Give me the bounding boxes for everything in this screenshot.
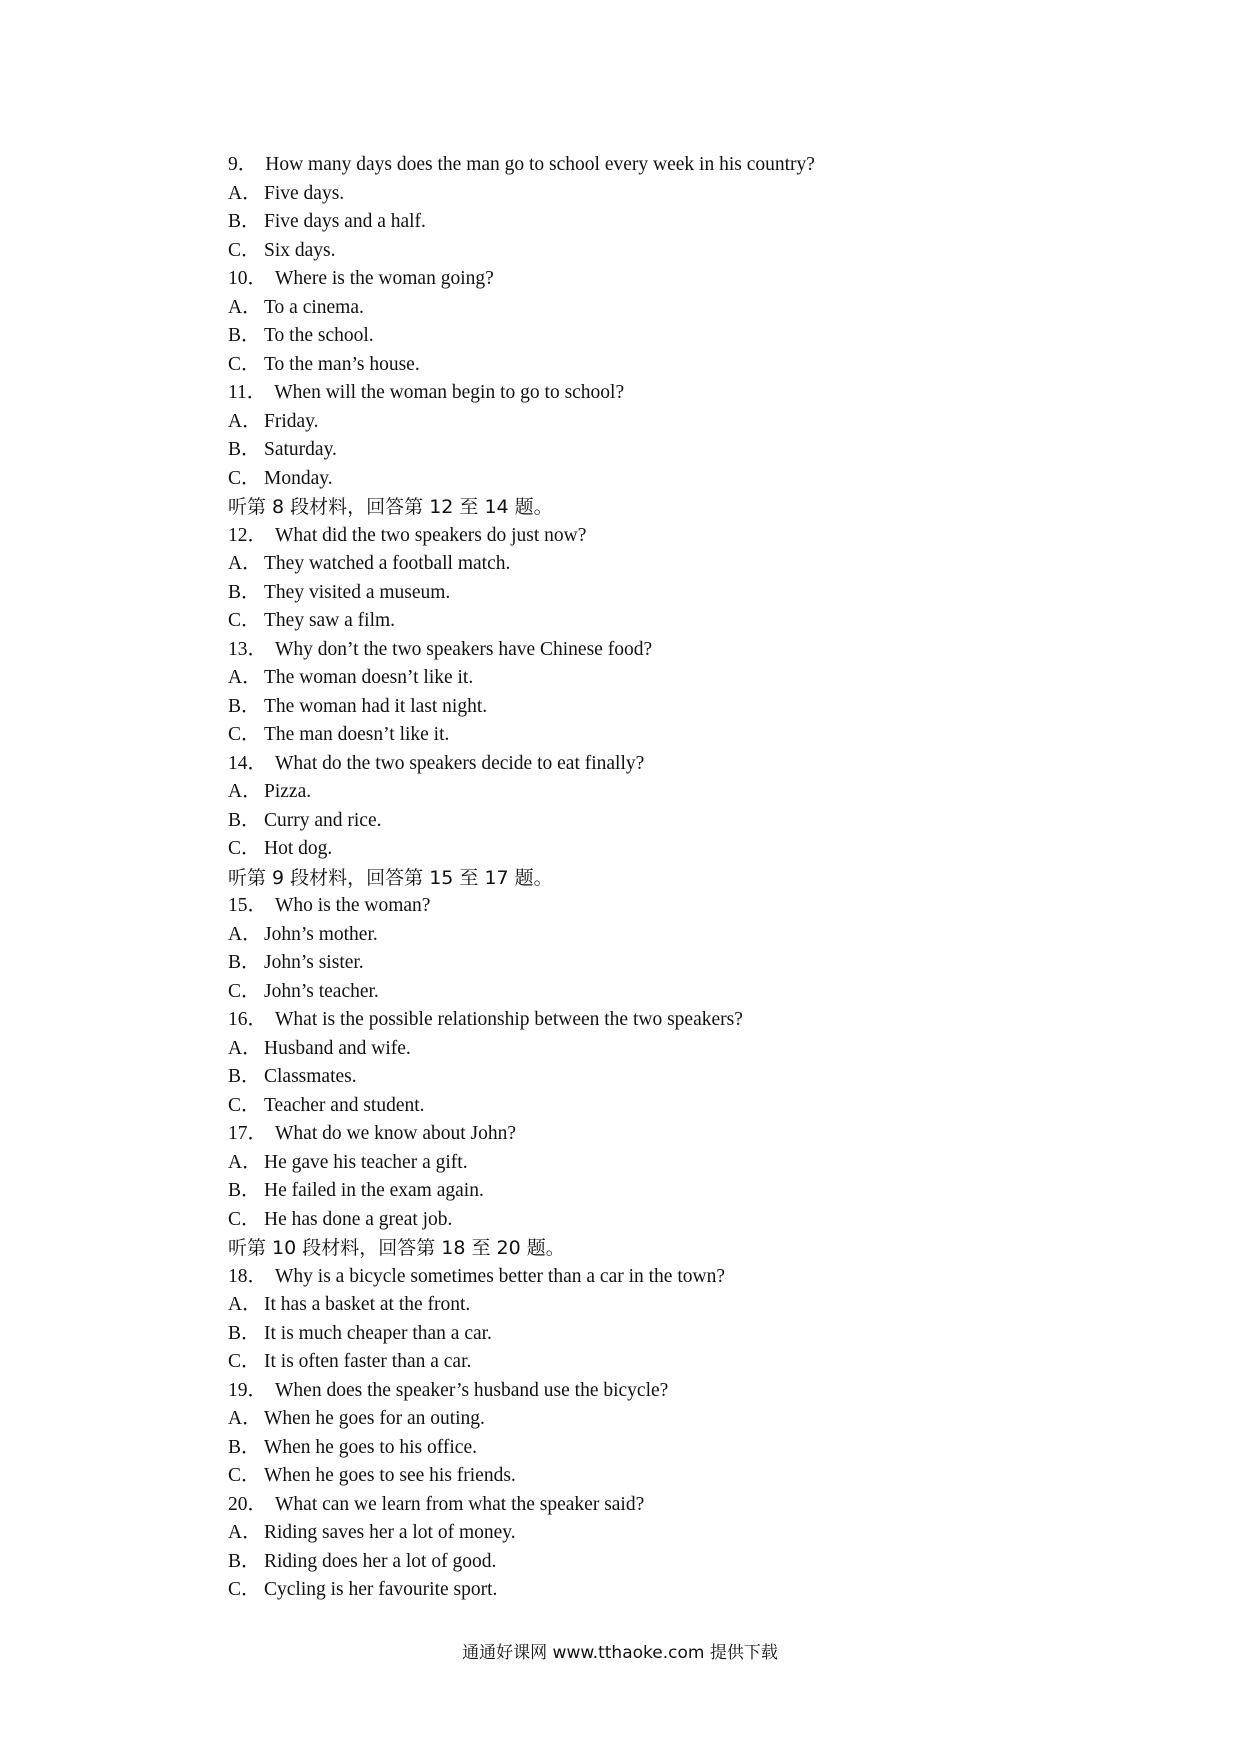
option-text: Hot dog.: [264, 838, 333, 859]
answer-option: [228, 436, 1028, 465]
option-text: Saturday.: [264, 439, 337, 460]
page-footer: 通通好课网 www.tthaoke.com 提供下载: [462, 1643, 778, 1663]
question-line: [228, 265, 1028, 294]
option-text: Monday.: [264, 467, 333, 489]
option-text: John’s sister.: [264, 952, 364, 973]
option-letter: C．: [228, 838, 261, 859]
option-text: Riding does her a lot of good.: [264, 1550, 497, 1572]
answer-option: [228, 1519, 1028, 1548]
option-letter: B．: [228, 581, 261, 603]
option-text: The woman doesn’t like it.: [264, 667, 474, 688]
option-text: Cycling is her favourite sport.: [264, 1579, 498, 1600]
question-line: [228, 522, 1028, 551]
option-text: They visited a museum.: [264, 581, 451, 603]
option-text: They saw a film.: [264, 610, 396, 631]
option-text: When he goes to see his friends.: [264, 1465, 516, 1486]
question-line: [228, 636, 1028, 665]
answer-option: [228, 351, 1028, 380]
answer-option: [228, 778, 1028, 807]
question-text: What do the two speakers decide to eat finally?: [275, 752, 645, 774]
option-letter: A．: [228, 296, 262, 318]
option-text: It has a basket at the front.: [264, 1294, 471, 1315]
option-text: Husband and wife.: [264, 1037, 411, 1059]
section-instruction: 听第 9 段材料，回答第 15 至 17 题。: [228, 866, 553, 889]
question-number: 10．: [228, 268, 268, 289]
option-letter: B．: [228, 952, 261, 973]
answer-option: [228, 1206, 1028, 1235]
option-letter: A．: [228, 1522, 262, 1543]
question-text: Why is a bicycle sometimes better than a car in the town?: [275, 1265, 725, 1287]
answer-option: [228, 978, 1028, 1007]
option-letter: C．: [228, 239, 261, 261]
option-letter: C．: [228, 353, 261, 375]
option-text: When he goes to his office.: [264, 1436, 477, 1458]
question-line: [228, 1120, 1028, 1149]
option-letter: B．: [228, 695, 261, 717]
option-letter: A．: [228, 781, 262, 802]
question-number: 15．: [228, 895, 268, 916]
option-text: Five days and a half.: [264, 211, 426, 232]
question-text: Why don’t the two speakers have Chinese food?: [275, 638, 653, 660]
answer-option: [228, 1348, 1028, 1377]
question-number: 16．: [228, 1009, 268, 1030]
answer-option: [228, 607, 1028, 636]
question-text: Where is the woman going?: [275, 268, 494, 289]
option-letter: B．: [228, 809, 261, 831]
option-text: When he goes for an outing.: [264, 1408, 485, 1429]
option-letter: C．: [228, 610, 261, 631]
answer-option: [228, 237, 1028, 266]
answer-option: [228, 180, 1028, 209]
option-letter: C．: [228, 1465, 261, 1486]
option-letter: C．: [228, 1208, 261, 1230]
option-letter: B．: [228, 1322, 261, 1344]
section-instruction: 听第 8 段材料，回答第 12 至 14 题。: [228, 496, 553, 518]
option-letter: A．: [228, 923, 262, 945]
option-text: Six days.: [264, 239, 336, 261]
answer-option: [228, 1092, 1028, 1121]
option-text: Friday.: [264, 410, 319, 432]
option-text: The man doesn’t like it.: [264, 724, 450, 745]
option-text: Curry and rice.: [264, 809, 382, 831]
question-line: [228, 379, 1028, 408]
question-line: [228, 750, 1028, 779]
option-letter: A．: [228, 667, 262, 688]
option-letter: C．: [228, 467, 261, 489]
answer-option: [228, 1063, 1028, 1092]
option-letter: B．: [228, 439, 261, 460]
option-letter: A．: [228, 1408, 262, 1429]
option-letter: C．: [228, 980, 261, 1002]
question-number: 11．: [228, 382, 267, 403]
question-text: What did the two speakers do just now?: [275, 524, 587, 546]
answer-option: [228, 1035, 1028, 1064]
option-letter: B．: [228, 1436, 261, 1458]
option-letter: A．: [228, 1294, 262, 1315]
option-text: To the school.: [264, 325, 374, 346]
answer-option: [228, 721, 1028, 750]
answer-option: [228, 664, 1028, 693]
option-letter: A．: [228, 410, 262, 432]
answer-option: [228, 208, 1028, 237]
answer-option: [228, 465, 1028, 494]
question-number: 20．: [228, 1493, 268, 1515]
section-instruction: 听第 10 段材料，回答第 18 至 20 题。: [228, 1237, 565, 1259]
option-letter: A．: [228, 1037, 262, 1059]
answer-option: [228, 1149, 1028, 1178]
answer-option: [228, 949, 1028, 978]
option-text: Teacher and student.: [264, 1094, 425, 1116]
question-text: When will the woman begin to go to school?: [274, 382, 625, 403]
answer-option: [228, 921, 1028, 950]
option-text: Riding saves her a lot of money.: [264, 1522, 516, 1543]
option-text: John’s mother.: [264, 923, 378, 945]
option-text: They watched a football match.: [264, 553, 511, 574]
question-text: What can we learn from what the speaker said?: [275, 1493, 645, 1515]
answer-option: [228, 1320, 1028, 1349]
answer-option: [228, 1548, 1028, 1577]
question-number: 18．: [228, 1265, 268, 1287]
answer-option: [228, 693, 1028, 722]
question-number: 9．: [228, 154, 258, 175]
option-text: Classmates.: [264, 1066, 357, 1087]
option-text: John’s teacher.: [264, 980, 379, 1002]
answer-option: [228, 408, 1028, 437]
question-line: [228, 1377, 1028, 1406]
answer-option: [228, 1576, 1028, 1605]
answer-option: [228, 1291, 1028, 1320]
option-text: It is often faster than a car.: [264, 1351, 472, 1372]
question-line: [228, 892, 1028, 921]
answer-option: [228, 322, 1028, 351]
answer-option: [228, 294, 1028, 323]
question-line: [228, 1263, 1028, 1292]
option-letter: B．: [228, 1066, 261, 1087]
answer-option: [228, 835, 1028, 864]
question-number: 14．: [228, 752, 268, 774]
option-letter: B．: [228, 1180, 261, 1201]
question-line: [228, 1006, 1028, 1035]
question-text: Who is the woman?: [275, 895, 431, 916]
option-letter: B．: [228, 1550, 261, 1572]
option-text: It is much cheaper than a car.: [264, 1322, 492, 1344]
question-number: 19．: [228, 1379, 268, 1401]
question-number: 12．: [228, 524, 268, 546]
option-letter: C．: [228, 1579, 261, 1600]
question-line: [228, 1491, 1028, 1520]
answer-option: [228, 807, 1028, 836]
option-letter: A．: [228, 182, 262, 204]
question-number: 17．: [228, 1123, 268, 1144]
question-text: What is the possible relationship between the two speakers?: [275, 1009, 743, 1030]
option-letter: B．: [228, 211, 261, 232]
document-body: [228, 151, 1028, 1605]
answer-option: [228, 579, 1028, 608]
option-letter: C．: [228, 724, 261, 745]
answer-option: [228, 550, 1028, 579]
option-text: Pizza.: [264, 781, 312, 802]
question-text: What do we know about John?: [275, 1123, 517, 1144]
question-text: How many days does the man go to school every week in his country?: [265, 154, 815, 175]
option-letter: C．: [228, 1094, 261, 1116]
option-letter: B．: [228, 325, 261, 346]
option-letter: A．: [228, 553, 262, 574]
answer-option: [228, 1462, 1028, 1491]
question-number: 13．: [228, 638, 268, 660]
question-line: [228, 151, 1028, 180]
option-text: Five days.: [264, 182, 345, 204]
option-letter: C．: [228, 1351, 261, 1372]
answer-option: [228, 1405, 1028, 1434]
option-text: The woman had it last night.: [264, 695, 488, 717]
option-text: To the man’s house.: [264, 353, 420, 375]
question-text: When does the speaker’s husband use the bicycle?: [275, 1379, 669, 1401]
option-letter: A．: [228, 1151, 262, 1173]
option-text: He failed in the exam again.: [264, 1180, 484, 1201]
answer-option: [228, 1177, 1028, 1206]
answer-option: [228, 1434, 1028, 1463]
option-text: To a cinema.: [264, 296, 364, 318]
option-text: He gave his teacher a gift.: [264, 1151, 468, 1173]
option-text: He has done a great job.: [264, 1208, 453, 1230]
